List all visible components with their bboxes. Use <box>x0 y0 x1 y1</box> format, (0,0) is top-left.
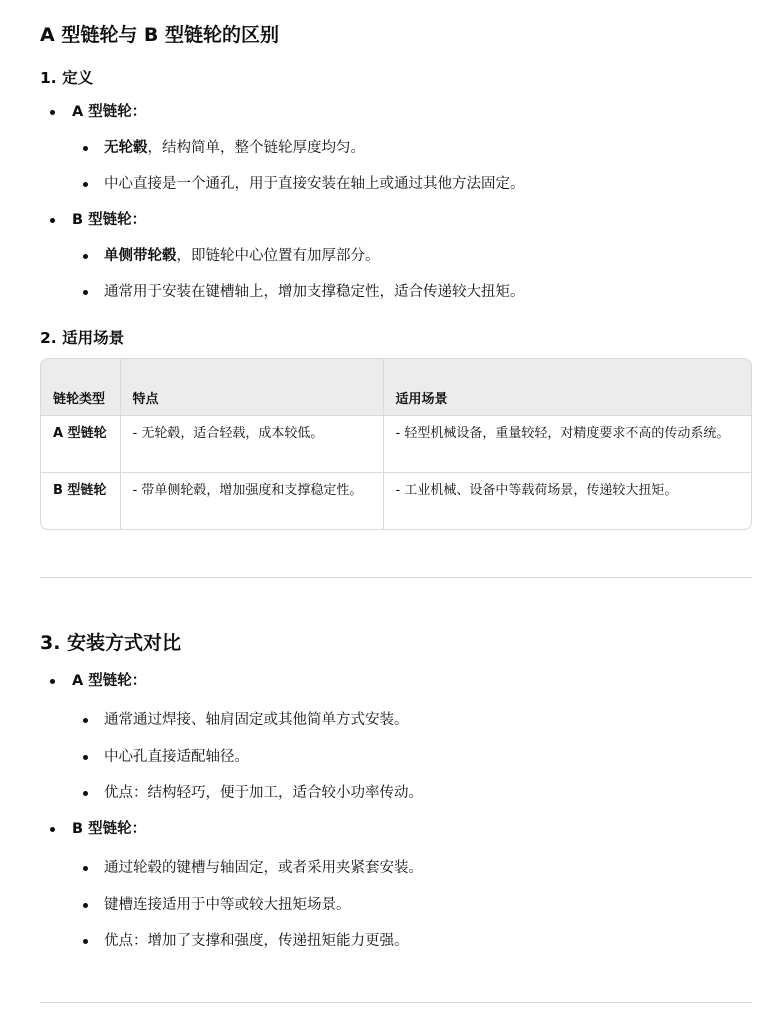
list-item-a-type: A 型链轮： <box>72 670 146 692</box>
table-cell: B 型链轮 <box>41 472 120 529</box>
table-header-cell: 适用场景 <box>383 359 751 415</box>
text: ，即链轮中心位置有加厚部分。 <box>176 248 380 264</box>
table-header-row <box>41 359 751 415</box>
divider <box>40 1002 752 1003</box>
section-heading-installation: 3. 安装方式对比 <box>40 632 182 654</box>
table-header-cell: 链轮类型 <box>41 359 120 415</box>
list-item-b-type: B 型链轮： <box>72 818 146 840</box>
table-cell: - 无轮毂，适合轻载，成本较低。 <box>120 415 383 472</box>
list-item: 优点：增加了支撑和强度，传递扭矩能力更强。 <box>104 930 409 952</box>
table-cell: - 轻型机械设备，重量较轻，对精度要求不高的传动系统。 <box>383 415 751 472</box>
list-item: 通常用于安装在键槽轴上，增加支撑稳定性，适合传递较大扭矩。 <box>104 281 525 303</box>
list-item: 通过轮毂的键槽与轴固定，或者采用夹紧套安装。 <box>104 857 423 879</box>
bold-text: 无轮毂 <box>104 140 148 156</box>
list-item <box>104 245 380 267</box>
section-heading-definition: 1. 定义 <box>40 69 94 87</box>
list-item-b-type: B 型链轮： <box>72 209 146 231</box>
list-item: 中心孔直接适配轴径。 <box>104 746 249 768</box>
text: ，结构简单，整个链轮厚度均匀。 <box>147 140 365 156</box>
table-row <box>41 472 751 529</box>
page-title: A 型链轮与 B 型链轮的区别 <box>40 24 280 46</box>
list-item: 优点：结构轻巧，便于加工，适合较小功率传动。 <box>104 782 423 804</box>
table-cell: - 带单侧轮毂，增加强度和支撑稳定性。 <box>120 472 383 529</box>
section-heading-scenarios: 2. 适用场景 <box>40 329 125 347</box>
list-item: 键槽连接适用于中等或较大扭矩场景。 <box>104 894 351 916</box>
table-header-cell: 特点 <box>120 359 383 415</box>
list-item-a-type: A 型链轮： <box>72 101 146 123</box>
table-row <box>41 415 751 472</box>
table-cell: A 型链轮 <box>41 415 120 472</box>
bold-text: 单侧带轮毂 <box>104 248 177 264</box>
list-item: 通常通过焊接、轴肩固定或其他简单方式安装。 <box>104 709 409 731</box>
list-item <box>104 137 365 159</box>
divider <box>40 577 752 578</box>
table-cell: - 工业机械、设备中等载荷场景，传递较大扭矩。 <box>395 482 678 498</box>
comparison-table <box>40 358 752 530</box>
list-item: 中心直接是一个通孔，用于直接安装在轴上或通过其他方法固定。 <box>104 173 525 195</box>
